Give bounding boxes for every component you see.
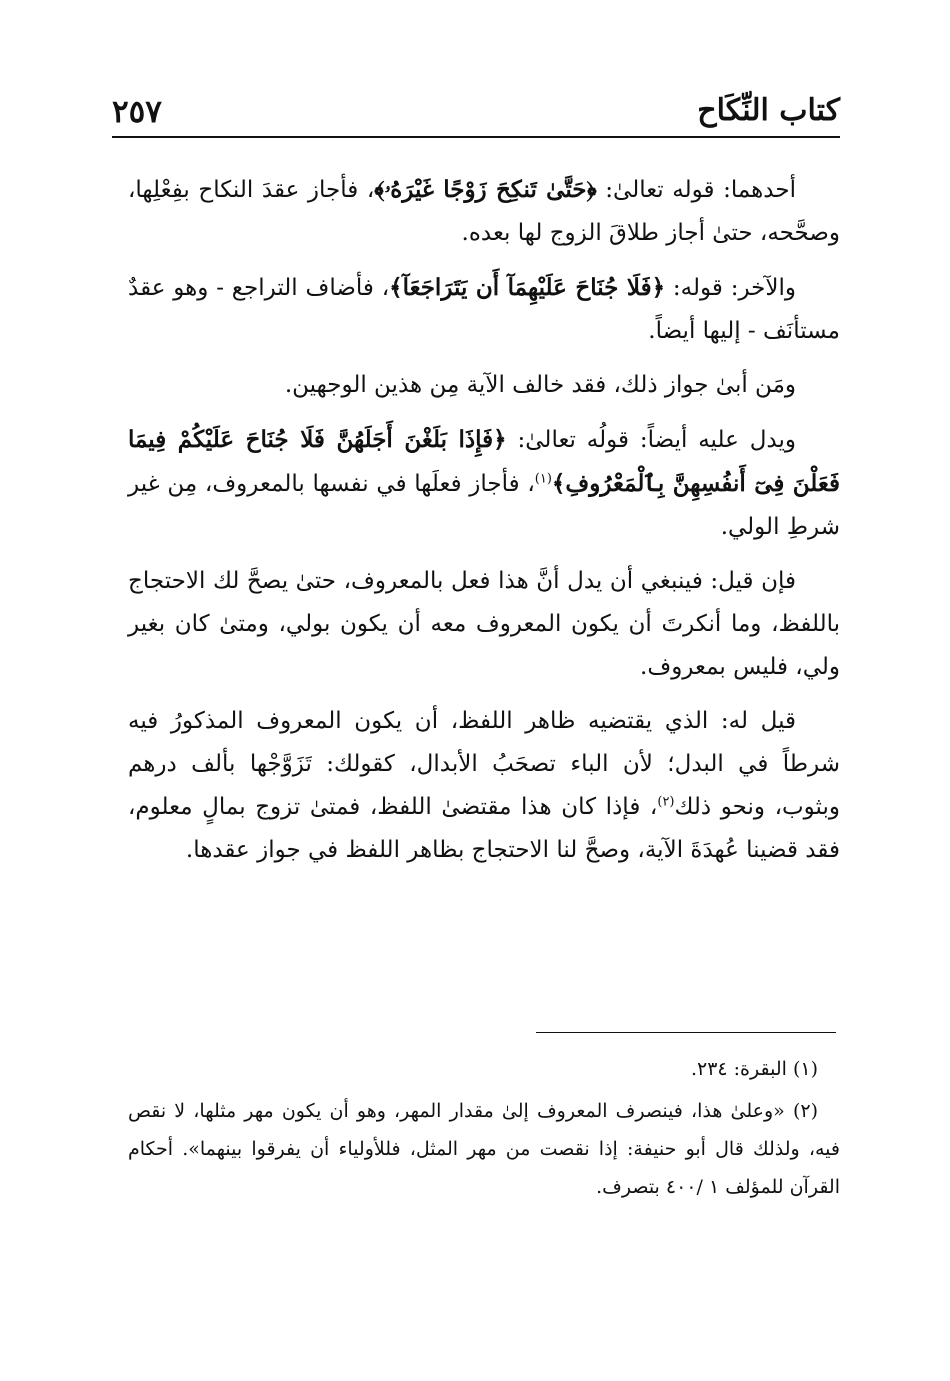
page-number: ٢٥٧ xyxy=(112,94,162,130)
paragraph-6-intro: قيل له: الذي يقتضيه ظاهر اللفظ، أن يكون المعروف المذكورُ فيه شرطاً في البدل؛ لأن الباء تصحَبُ الأبدال، كقولك: تَزَوَّجْها بألف درهم وبثوب، ونحو ذلك xyxy=(128,708,840,820)
paragraph-1-intro: أحدهما: قوله تعالىٰ: xyxy=(596,177,796,203)
footnote-separator xyxy=(536,1032,836,1033)
main-text xyxy=(128,168,840,883)
paragraph-2-intro: والآخر: قوله: xyxy=(665,275,796,301)
paragraph-6-rest: ، فإذا كان هذا مقتضىٰ اللفظ، فمتىٰ تزوج بمالٍ معلوم، فقد قضينا عُهدَةَ الآية، وصحَّ لنا الاحتجاج بظاهر اللفظ في جواز عقدها. xyxy=(128,794,840,863)
paragraph-2 xyxy=(128,266,840,353)
footnote-ref-1[interactable]: (١) xyxy=(534,471,552,487)
paragraph-4-intro: ويدل عليه أيضاً: قولُه تعالىٰ: xyxy=(506,427,796,453)
paragraph-5: فإن قيل: فينبغي أن يدل أنَّ هذا فعل بالمعروف، حتىٰ يصحَّ لك الاحتجاج باللفظ، وما أنكرتَ أن يكون المعروف معه أن يكون بولي، ومتىٰ كان بغير ولي، فليس بمعروف. xyxy=(128,568,840,680)
footnote-1: (١) البقرة: ٢٣٤. xyxy=(690,1058,818,1080)
footnote-ref-2[interactable]: (٢) xyxy=(657,794,675,810)
footnote-2: (٢) «وعلىٰ هذا، فينصرف المعروف إلىٰ مقدار المهر، وهو أن يكون مهر مثلها، لا نقص فيه، ولذلك قال أبو حنيفة: إذا نقصت من مهر المثل، فللأولياء أن يفرقوا بينهما». أحكام القرآن للمؤلف ١ /٤٠٠ بتصرف. xyxy=(128,1100,840,1198)
page-header xyxy=(112,78,840,138)
chapter-title: كتاب النِّكَاح xyxy=(697,93,840,128)
footnotes xyxy=(128,1050,840,1210)
paragraph-2-rest: ، فأضاف التراجع - وهو عقدٌ مستأنَف - إليها أيضاً. xyxy=(128,275,840,344)
paragraph-4 xyxy=(128,418,840,549)
quran-verse-3: ﴿فَإِذَا بَلَغْنَ أَجَلَهُنَّ فَلَا جُنَاحَ عَلَيْكُمْ فِيمَا فَعَلْنَ فِىٓ أَنفُسِهِنَّ بِٱلْمَعْرُوفِ﴾ xyxy=(128,426,840,497)
paragraph-4-rest: ، فأجاز فعلَها في نفسها بالمعروف، مِن غير شرطِ الولي. xyxy=(128,471,840,540)
quran-verse-2: ﴿فَلَا جُنَاحَ عَلَيْهِمَآ أَن يَتَرَاجَعَآ﴾ xyxy=(389,274,666,301)
quran-verse-1: ﴿حَتَّىٰ تَنكِحَ زَوْجًا غَيْرَهُۥ﴾ xyxy=(374,176,597,203)
paragraph-1 xyxy=(128,168,840,255)
paragraph-3: ومَن أبىٰ جواز ذلك، فقد خالف الآية مِن هذين الوجهين. xyxy=(284,372,796,398)
paragraph-6 xyxy=(128,700,840,872)
paragraph-1-rest: ، فأجاز عقدَ النكاح بفِعْلِها، وصحَّحه، حتىٰ أجاز طلاقَ الزوج لها بعده. xyxy=(128,177,840,246)
